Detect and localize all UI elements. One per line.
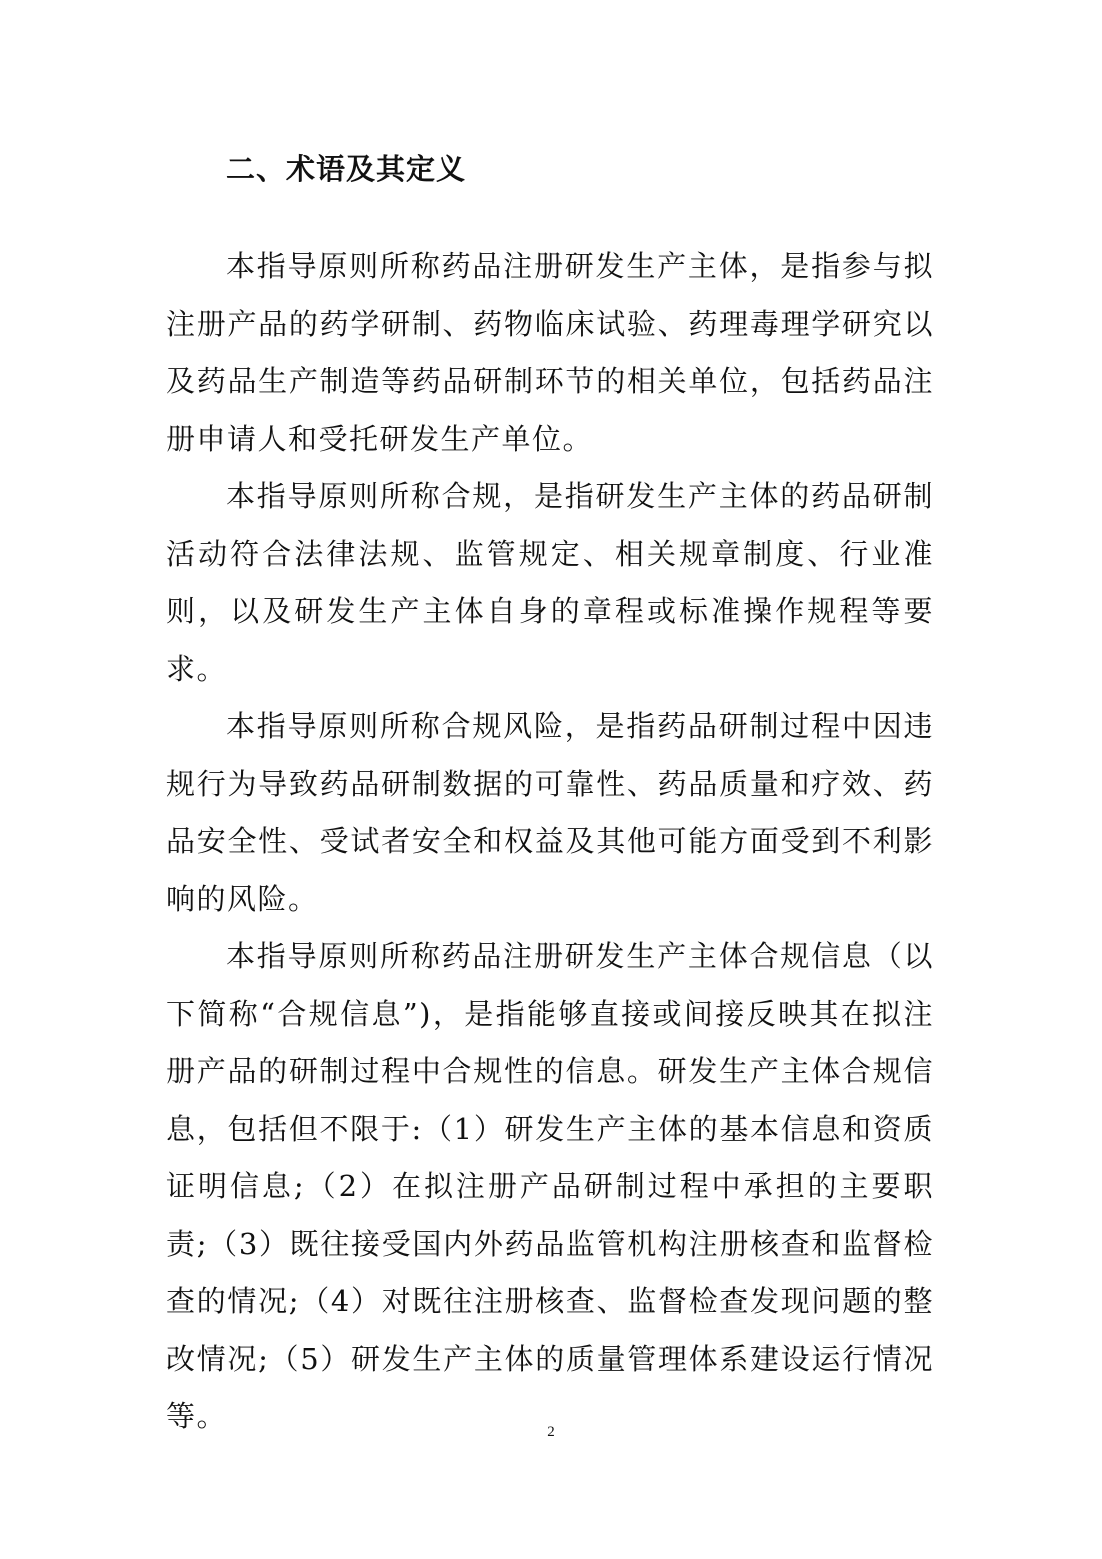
body-text bbox=[166, 238, 934, 1446]
section-heading: 二、术语及其定义 bbox=[226, 152, 467, 186]
paragraph-definition-compliance-info: 本指导原则所称药品注册研发生产主体合规信息（以下简称“合规信息”)，是指能够直接或间接反映其在拟注册产品的研制过程中合规性的信息。研发生产主体合规信息，包括但不限于:（1）研发生产主体的基本信息和资质证明信息;（2）在拟注册产品研制过程中承担的主要职责;（3）既往接受国内外药品监管机构注册核查和监督检查的情况;（4）对既往注册核查、监督检查发现问题的整改情况;（5）研发生产主体的质量管理体系建设运行情况等。 bbox=[166, 939, 934, 1433]
paragraph-definition-compliance: 本指导原则所称合规，是指研发生产主体的药品研制活动符合法律法规、监管规定、相关规章制度、行业准则，以及研发生产主体自身的章程或标准操作规程等要求。 bbox=[166, 479, 934, 686]
page-number: 2 bbox=[547, 1424, 555, 1440]
paragraph-definition-compliance-risk: 本指导原则所称合规风险，是指药品研制过程中因违规行为导致药品研制数据的可靠性、药品质量和疗效、药品安全性、受试者安全和权益及其他可能方面受到不利影响的风险。 bbox=[166, 709, 934, 916]
paragraph-definition-entity: 本指导原则所称药品注册研发生产主体，是指参与拟注册产品的药学研制、药物临床试验、药理毒理学研究以及药品生产制造等药品研制环节的相关单位，包括药品注册申请人和受托研发生产单位。 bbox=[166, 249, 934, 456]
